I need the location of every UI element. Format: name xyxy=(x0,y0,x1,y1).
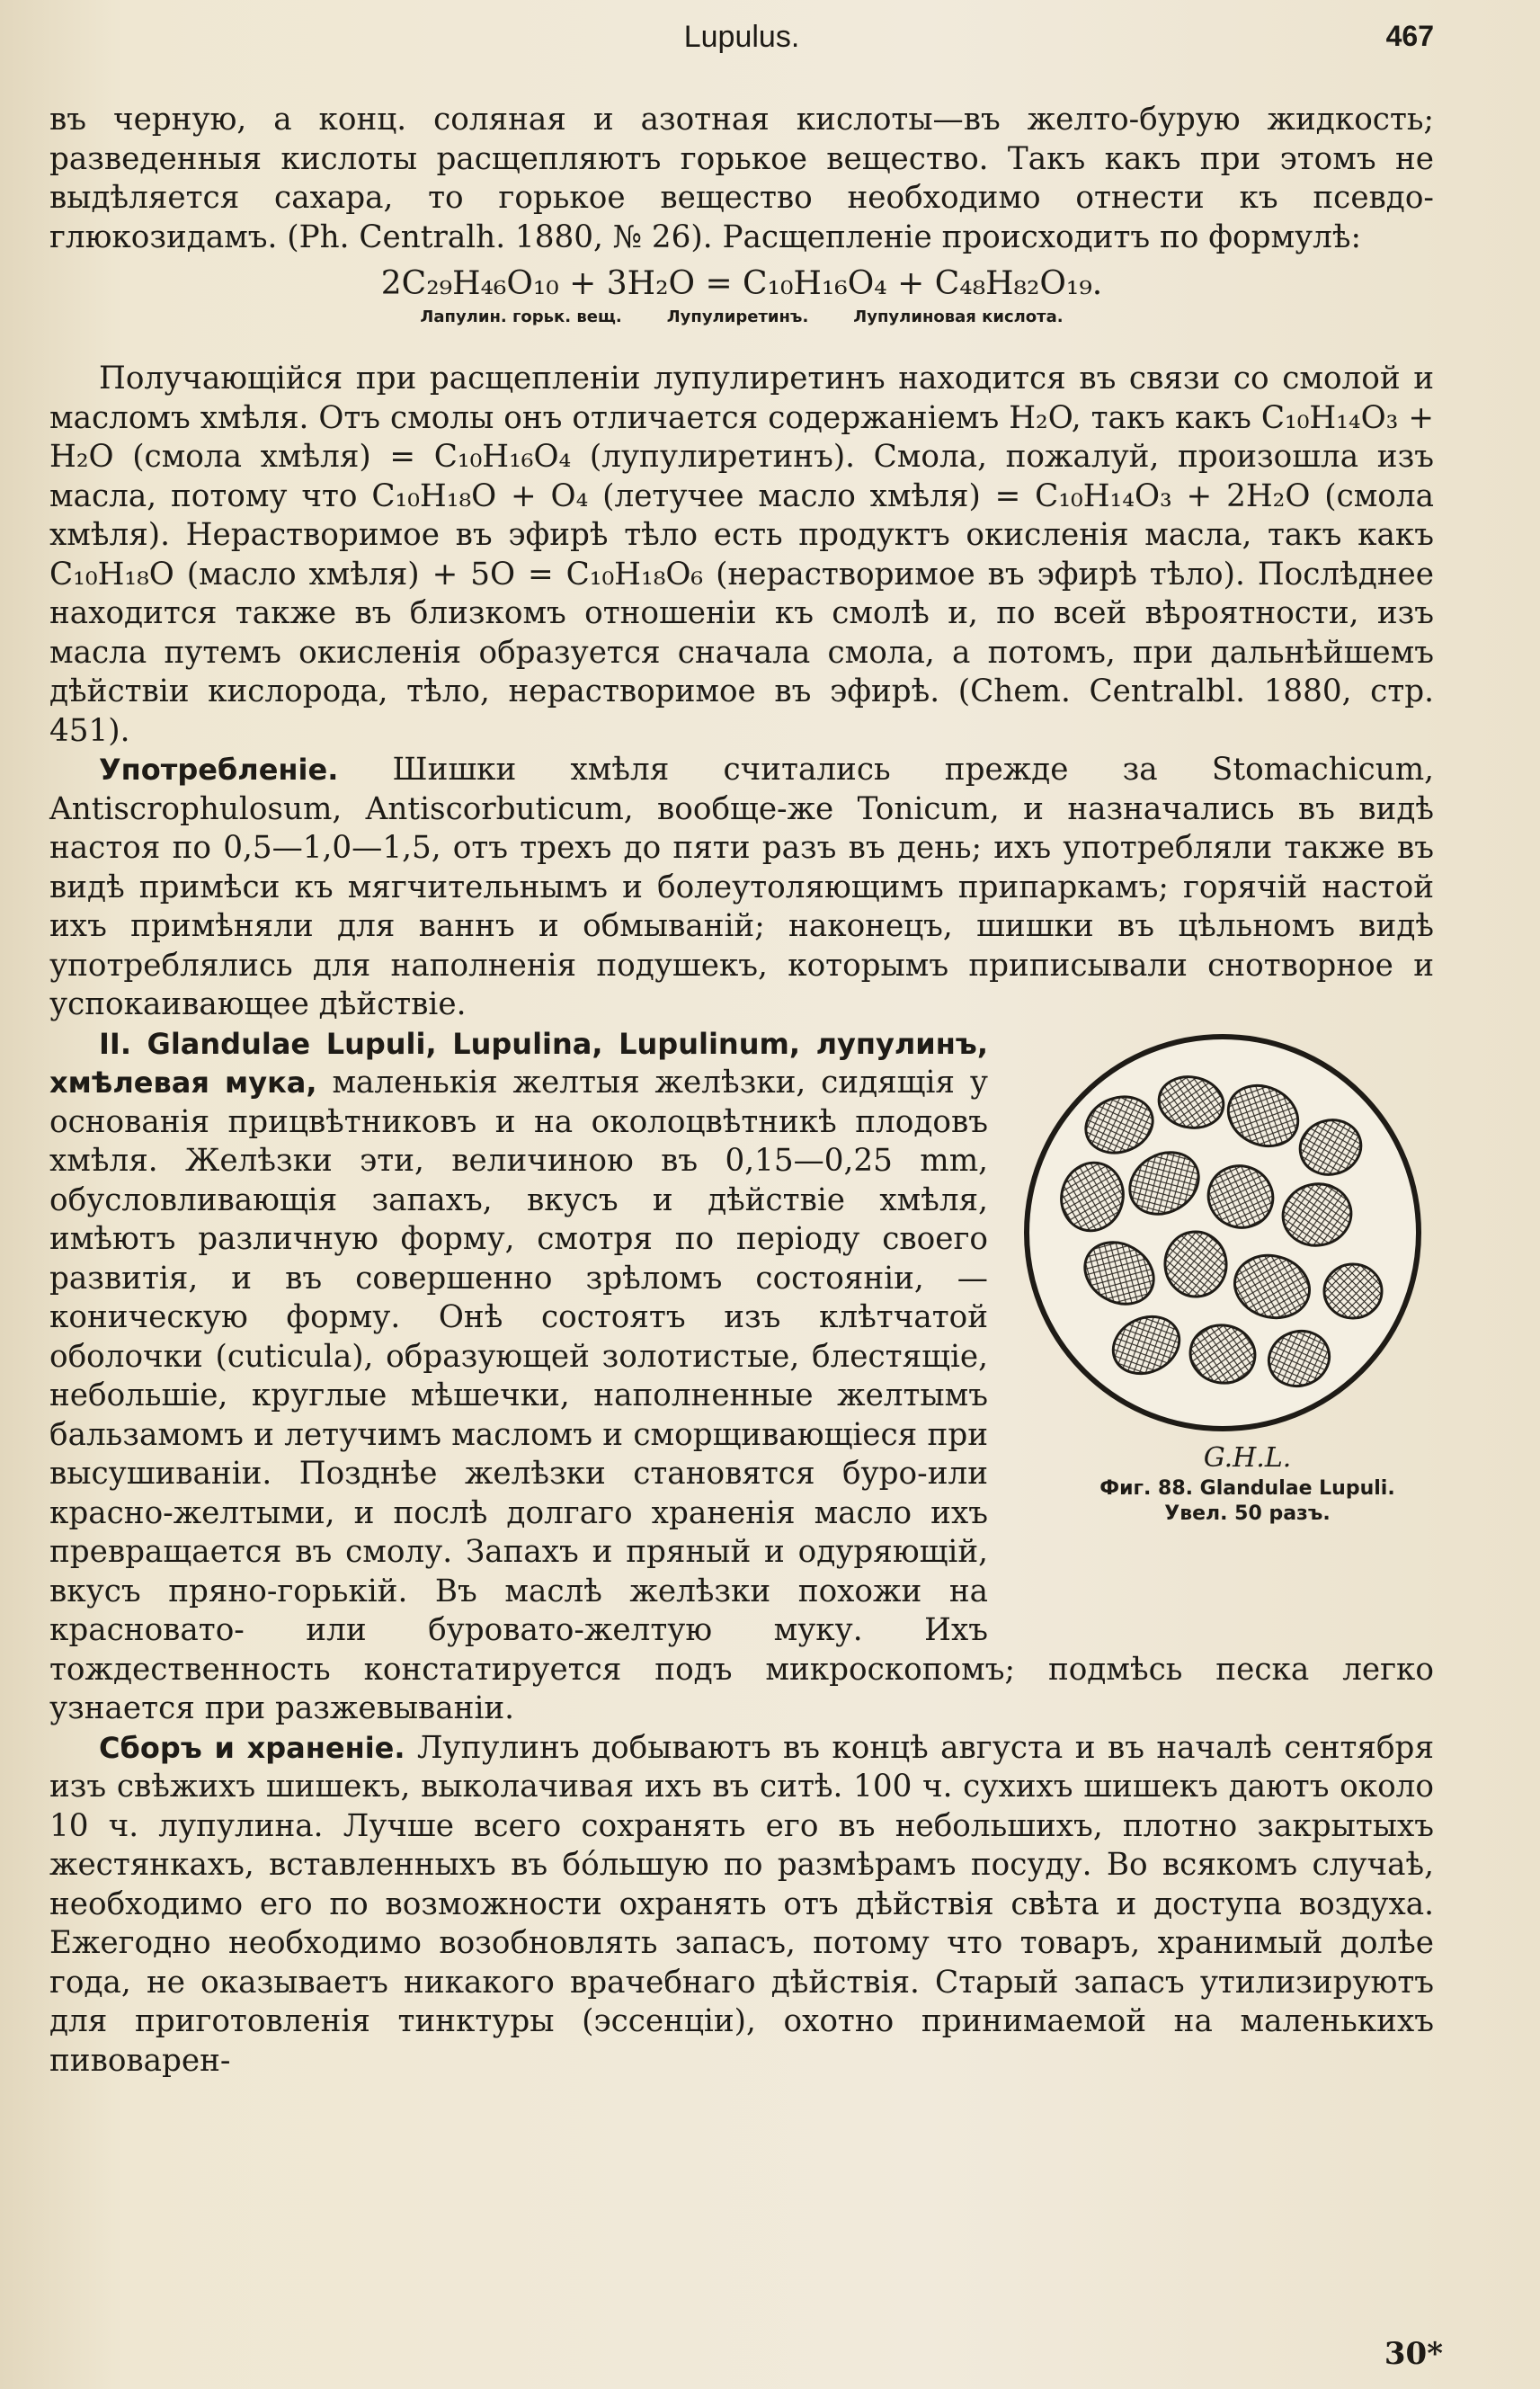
signature-mark: 30* xyxy=(1384,2336,1443,2372)
paragraph-lupuliretin: Получающійся при расщепленіи лупулиретинъ находится въ связи со смолой и масломъ хмѣля. Отъ смолы онъ отличается содержаніемъ H₂O, такъ какъ C₁₀H₁₄O₃ + H₂O (смола хмѣля) = C₁₀H₁₆O₄ (лупулиретинъ). Смола, пожалуй, произошла изъ масла, потому что C₁₀H₁₈O + O₄ (летучее масло хмѣля) = C₁₀H₁₄O₃ + 2H₂O (смола хмѣля). Нерастворимое въ эфирѣ тѣло есть продуктъ окисленія масла, такъ какъ C₁₀H₁₈O (масло хмѣля) + 5O = C₁₀H₁₈O₆ (нерастворимое въ эфирѣ тѣло). Послѣднее находится также въ близкомъ отношеніи къ смолѣ и, по всей вѣроятности, изъ масла путемъ окисленія образуется сначала смола, а потомъ, при дальнѣйшемъ дѣйствіи кислорода, тѣло, нерастворимое въ эфирѣ. (Chem. Centralbl. 1880, стр. 451). xyxy=(49,361,1434,749)
page-number: 467 xyxy=(1385,20,1434,52)
glandulae-text: маленькія желтыя желѣзки, сидящія у основанія прицвѣтниковъ и на околоцвѣтникѣ плодовъ хмѣля. Желѣзки эти, величиною въ 0,15—0,25 mm, обусловливающія запахъ, вкусъ и дѣйствіе хмѣля, имѣютъ различную форму, смотря по періоду своего развитія, и въ совершенно зрѣломъ состояніи, — коническую форму. Онѣ состоятъ изъ клѣтчатой оболочки (cuticula), образующей золотистые, блестящіе, небольшіе, круглые мѣшечки, наполненные желтымъ бальзамомъ и летучимъ масломъ и сморщивающіеся при высушиваніи. Позднѣе желѣзки становятся буро-или красно-желтыми, и послѣ долгаго храненія масло ихъ превращается въ смолу. Запахъ и пряный и одуряющій, вкусъ пряно-горькій. Въ маслѣ желѣзки похожи на красновато- или буровато-желтую муку. Ихъ тождественность констатируется подъ микроскопомъ; подмѣсь песка легко узнается при разжевываніи. xyxy=(49,1065,1434,1726)
paragraph-glandulae xyxy=(49,1025,1434,1729)
lupulin-gland xyxy=(1324,1264,1382,1318)
figure-caption: Фиг. 88. Glandulae Lupuli. xyxy=(1099,1476,1395,1500)
usage-heading: Употребленіе. xyxy=(99,753,339,787)
figure-88 xyxy=(1011,1030,1434,1633)
paragraph-usage xyxy=(49,751,1434,1025)
chemical-formula: 2C₂₉H₄₆O₁₀ + 3H₂O = C₁₀H₁₆O₄ + C₄₈H₈₂O₁₉. xyxy=(380,265,1103,302)
formula-labels xyxy=(49,306,1434,329)
collection-text: Лупулинъ добываютъ въ концѣ августа и въ началѣ сентября изъ свѣжихъ шишекъ, выколачивая ихъ въ ситѣ. 100 ч. сухихъ шишекъ даютъ около 10 ч. лупулина. Лучше всего сохранять его въ небольшихъ, плотно закрытыхъ жестянкахъ, вставленныхъ въ бо́льшую по размѣрамъ посуду. Во всякомъ случаѣ, необходимо его по возможности охранять отъ дѣйствія свѣта и доступа воздуха. Ежегодно необходимо возобновлять запасъ, потому что товаръ, хранимый долѣе года, не оказываетъ никакого врачебнаго дѣйствія. Старый запасъ утилизируютъ для приготовленія тинктуры (эссенціи), охотно принимаемой на маленькихъ пивоварен- xyxy=(49,1729,1435,2079)
micrograph-illustration xyxy=(1020,1030,1425,1435)
usage-text: Шишки хмѣля считались прежде за Stomachicum, Antiscrophulosum, Antiscorbuticum, вообще-же Tonicum, и назначались въ видѣ настоя по 0,5—1,0—1,5, отъ трехъ до пяти разъ въ день; ихъ употребляли также въ видѣ примѣси къ мягчительнымъ и болеутоляющимъ припаркамъ; горячій настой ихъ примѣняли для ваннъ и обмываній; наконецъ, шишки въ цѣльномъ видѣ употреблялись для наполненія подушекъ, которымъ приписывали снотворное и успокаивающее дѣйствіе. xyxy=(49,752,1434,1022)
formula-label-bitter-substance: Лапулин. горьк. вещ. xyxy=(420,308,622,326)
formula-block xyxy=(49,263,1434,329)
formula-label-lupuliretin: Лупулиретинъ. xyxy=(666,308,809,326)
glandulae-heading: II. Glandulae Lupuli, Lupulina, Lupulinum, лупулинъ, хмѣлевая мука, xyxy=(49,1026,988,1100)
figure-magnification: Увел. 50 разъ. xyxy=(1164,1502,1331,1525)
paragraph-collection-storage xyxy=(49,1729,1434,2081)
running-title: Lupulus. xyxy=(683,20,800,54)
paragraph-hydrolysis: въ черную, а конц. соляная и азотная кислоты—въ желто-бурую жидкость; разведенныя кислоты расщепляютъ горькое вещество. Такъ какъ при этомъ не выдѣляется сахара, то горькое вещество необходимо отнести къ псевдо-глюкозидамъ. (Ph. Centralh. 1880, № 26). Расщепленіе происходитъ по формулѣ: xyxy=(49,102,1434,255)
collection-heading: Сборъ и храненіе. xyxy=(99,1730,405,1765)
formula-label-lupulinic-acid: Лупулиновая кислота. xyxy=(853,308,1064,326)
figure-signature: G.H.L. xyxy=(1203,1441,1292,1474)
body-text xyxy=(49,101,1434,2081)
page-header xyxy=(49,20,1434,63)
